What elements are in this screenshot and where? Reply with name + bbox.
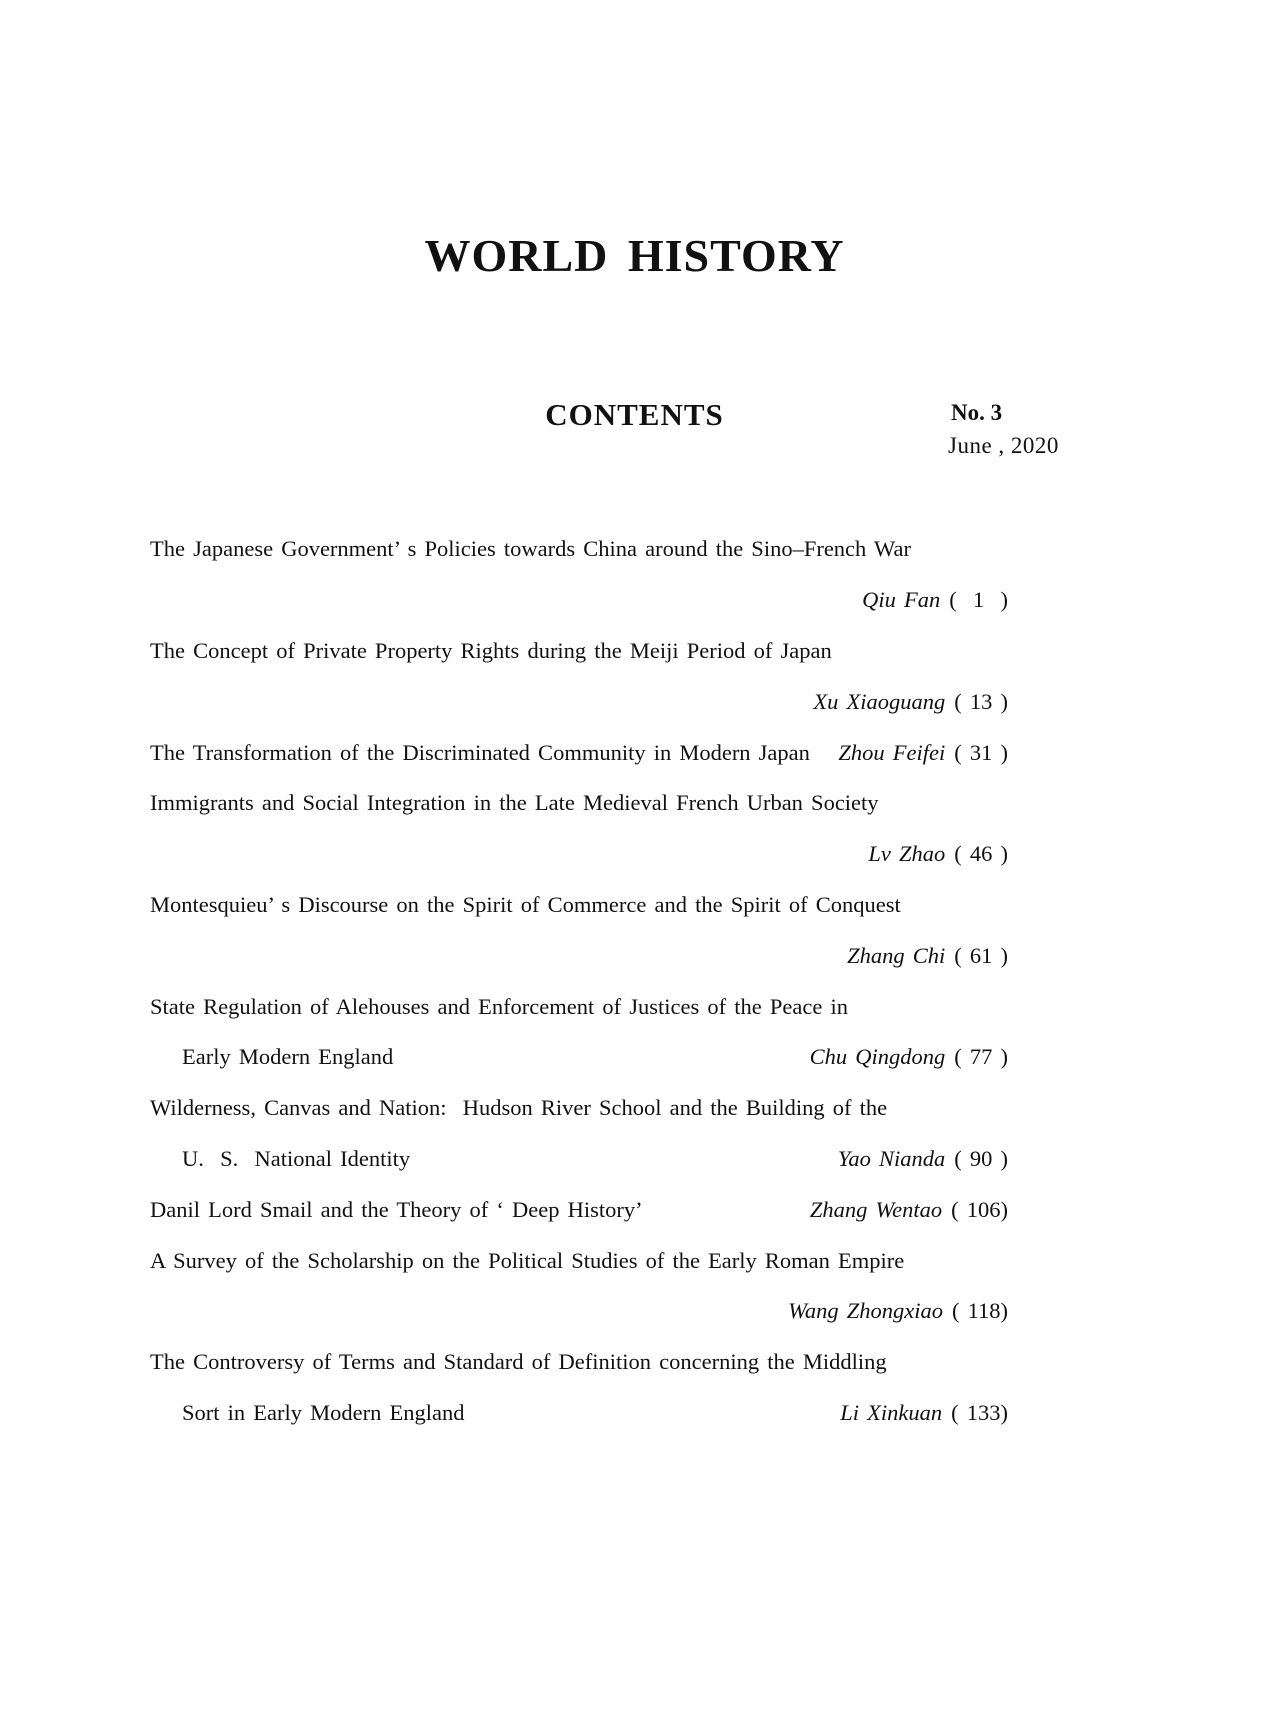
toc-entry-author-page (847, 943, 1008, 969)
toc-line (150, 1083, 1008, 1134)
toc-entry-author: Zhang Chi (847, 942, 946, 968)
issue-date: June , 2020 (948, 433, 1059, 458)
issue-number: No. 3 (951, 400, 1003, 425)
toc-entry-page: ( 118) (951, 1298, 1008, 1324)
toc-entry-author: Chu Qingdong (809, 1044, 946, 1070)
toc-entry-author-page (810, 1197, 1008, 1223)
toc-line (150, 778, 1008, 829)
table-of-contents (150, 524, 1008, 1438)
toc-line (150, 1388, 1008, 1439)
toc-entry-title: Wilderness, Canvas and Nation: Hudson River School and the Building of the (150, 1095, 888, 1121)
toc-entry-page: ( 77 ) (954, 1044, 1008, 1070)
toc-line (150, 626, 1008, 677)
toc-entry-author-page (788, 1298, 1008, 1324)
toc-entry-page: ( 61 ) (954, 942, 1008, 968)
toc-line (150, 829, 1008, 880)
toc-line (150, 676, 1008, 727)
toc-entry-author: Li Xinkuan (840, 1399, 943, 1425)
toc-entry-author-page (810, 1044, 1008, 1070)
toc-entry-title: Sort in Early Modern England (182, 1399, 465, 1425)
toc-entry-author-page (813, 689, 1008, 715)
toc-line (150, 524, 1008, 575)
toc-entry-title: Montesquieu’ s Discourse on the Spirit of Commerce and the Spirit of Conquest (150, 891, 901, 917)
contents-label: CONTENTS (545, 397, 724, 432)
toc-entry-page: ( 46 ) (954, 841, 1008, 867)
toc-line (150, 1235, 1008, 1286)
toc-entry-author: Wang Zhongxiao (788, 1298, 943, 1324)
toc-entry-page: ( 90 ) (954, 1145, 1008, 1171)
toc-entry-title: U. S. National Identity (182, 1145, 411, 1171)
toc-entry-author: Xu Xiaoguang (813, 688, 946, 714)
toc-entry-author: Qiu Fan (862, 587, 941, 613)
toc-entry-author-page (862, 587, 1008, 613)
toc-line (150, 981, 1008, 1032)
toc-entry-author-page (840, 1400, 1008, 1426)
toc-entry-title: State Regulation of Alehouses and Enforcement of Justices of the Peace in (150, 993, 848, 1019)
toc-entry-title: Immigrants and Social Integration in the Late Medieval French Urban Society (150, 790, 879, 816)
toc-line (150, 1286, 1008, 1337)
toc-entry-author-page (838, 740, 1008, 766)
toc-line (150, 1032, 1008, 1083)
toc-entry-author: Zhang Wentao (809, 1196, 943, 1222)
toc-line (150, 880, 1008, 931)
toc-entry-title: Early Modern England (182, 1044, 394, 1070)
toc-entry-page: ( 106) (951, 1196, 1008, 1222)
toc-entry-title: The Concept of Private Property Rights during the Meiji Period of Japan (150, 637, 832, 663)
toc-entry-title: Danil Lord Smail and the Theory of ‘ Deep History’ (150, 1196, 643, 1222)
toc-entry-author-page (838, 1146, 1008, 1172)
toc-line (150, 1134, 1008, 1185)
toc-entry-page: ( 133) (951, 1399, 1008, 1425)
toc-line (150, 1184, 1008, 1235)
toc-entry-page: ( 13 ) (954, 688, 1008, 714)
toc-entry-title: The Controversy of Terms and Standard of Definition concerning the Middling (150, 1349, 887, 1375)
toc-line (150, 1337, 1008, 1388)
toc-line (150, 575, 1008, 626)
toc-entry-author: Zhou Feifei (838, 739, 946, 765)
page-title: WORLD HISTORY (424, 230, 845, 281)
toc-line (150, 930, 1008, 981)
toc-entry-title: A Survey of the Scholarship on the Political Studies of the Early Roman Empire (150, 1247, 905, 1273)
toc-entry-author: Yao Nianda (837, 1145, 946, 1171)
toc-entry-title: The Japanese Government’ s Policies towards China around the Sino–French War (150, 536, 911, 562)
toc-entry-page: ( 31 ) (954, 739, 1008, 765)
toc-entry-author: Lv Zhao (868, 841, 946, 867)
toc-entry-page: ( 1 ) (949, 587, 1008, 613)
toc-entry-title: The Transformation of the Discriminated Community in Modern Japan (150, 739, 810, 765)
toc-line (150, 727, 1008, 778)
toc-entry-author-page (868, 841, 1008, 867)
